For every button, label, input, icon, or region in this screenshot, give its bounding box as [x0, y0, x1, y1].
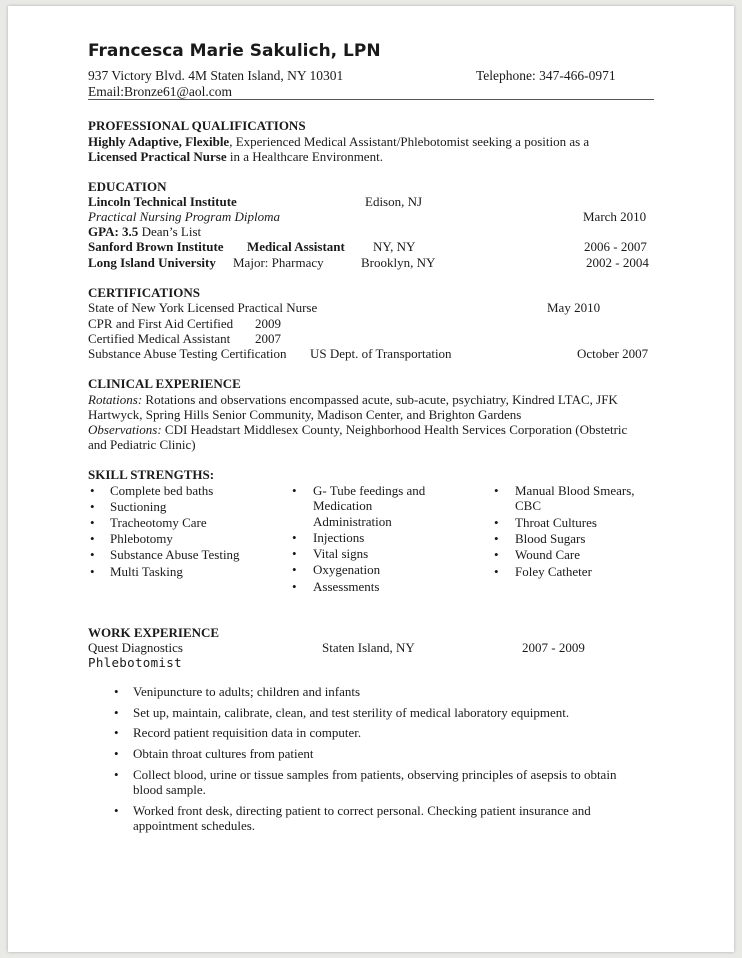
education-school-2-location: NY, NY — [373, 239, 416, 254]
bullet: • — [90, 499, 95, 514]
bullet: • — [292, 483, 297, 498]
skill-item: Vital signs — [313, 546, 369, 561]
skill-item: Throat Cultures — [515, 515, 597, 530]
rotations-line-1 — [88, 392, 618, 407]
observations-label: Observations: — [88, 422, 162, 437]
education-school-3: Long Island University — [88, 255, 216, 270]
skill-item: Complete bed baths — [110, 483, 214, 498]
bullet: • — [494, 564, 499, 579]
education-diploma-date: March 2010 — [583, 209, 647, 224]
work-heading: WORK EXPERIENCE — [88, 625, 220, 640]
skill-item: Injections — [313, 530, 365, 545]
duty-item: Worked front desk, directing patient to correct personal. Checking patient insurance and — [133, 803, 591, 818]
bullet: • — [494, 547, 499, 562]
skill-item: Wound Care — [515, 547, 581, 562]
duty-item: Obtain throat cultures from patient — [133, 746, 314, 761]
duty-item: Collect blood, urine or tissue samples from patients, observing principles of asepsis to obtain — [133, 767, 617, 782]
observations-line-1 — [88, 422, 627, 437]
clinical-heading: CLINICAL EXPERIENCE — [88, 376, 241, 391]
bullet: • — [90, 483, 95, 498]
duty-item-continued: blood sample. — [133, 782, 206, 797]
certification-1: State of New York Licensed Practical Nurse — [88, 300, 318, 315]
candidate-name: Francesca Marie Sakulich, LPN — [88, 41, 381, 61]
skill-item: Substance Abuse Testing — [110, 547, 240, 562]
education-school-3-location: Brooklyn, NY — [361, 255, 436, 270]
qualifications-text-1: , Experienced Medical Assistant/Phlebotomist seeking a position as a — [229, 134, 590, 149]
skill-item-continued: CBC — [515, 498, 542, 513]
bullet: • — [114, 803, 119, 818]
skill-item: Oxygenation — [313, 562, 381, 577]
work-title: Phlebotomist — [88, 655, 182, 670]
education-school-1: Lincoln Technical Institute — [88, 194, 237, 209]
skill-item: Blood Sugars — [515, 531, 586, 546]
bullet: • — [114, 725, 119, 740]
skill-item: Assessments — [313, 579, 380, 594]
bullet: • — [114, 767, 119, 782]
rotations-text: Rotations and observations encompassed acute, sub-acute, psychiatry, Kindred LTAC, JFK — [142, 392, 618, 407]
gpa-label: GPA: 3.5 — [88, 224, 139, 239]
telephone: Telephone: 347-466-0971 — [476, 68, 616, 83]
certification-4: Substance Abuse Testing Certification — [88, 346, 287, 361]
header-divider — [88, 99, 654, 100]
qualifications-line-1 — [88, 134, 589, 149]
rotations-label: Rotations: — [88, 392, 143, 407]
address: 937 Victory Blvd. 4M Staten Island, NY 10301 — [88, 68, 344, 83]
bullet: • — [292, 562, 297, 577]
certification-2: CPR and First Aid Certified — [88, 316, 234, 331]
qualifications-bold-1: Highly Adaptive, Flexible — [88, 134, 230, 149]
certification-3: Certified Medical Assistant — [88, 331, 231, 346]
bullet: • — [114, 746, 119, 761]
bullet: • — [90, 564, 95, 579]
qualifications-bold-2: Licensed Practical Nurse — [88, 149, 227, 164]
bullet: • — [90, 547, 95, 562]
skill-item-continued: Medication — [313, 498, 373, 513]
observations-line-2: and Pediatric Clinic) — [88, 437, 196, 452]
certification-4-org: US Dept. of Transportation — [310, 346, 452, 361]
observations-text: CDI Headstart Middlesex County, Neighborhood Health Services Corporation (Obstetric — [161, 422, 628, 437]
bullet: • — [494, 483, 499, 498]
skills-heading: SKILL STRENGTHS: — [88, 467, 215, 482]
skill-item-continued: Administration — [313, 514, 392, 529]
gpa-note: Dean’s List — [138, 224, 202, 239]
work-company: Quest Diagnostics — [88, 640, 183, 655]
education-school-2-dates: 2006 - 2007 — [584, 239, 647, 254]
work-location: Staten Island, NY — [322, 640, 415, 655]
certifications-heading: CERTIFICATIONS — [88, 285, 200, 300]
education-school-3-major: Major: Pharmacy — [233, 255, 324, 270]
bullet: • — [494, 531, 499, 546]
duty-item: Set up, maintain, calibrate, clean, and test sterility of medical laboratory equipment. — [133, 705, 570, 720]
qualifications-heading: PROFESSIONAL QUALIFICATIONS — [88, 118, 306, 133]
skill-item: Suctioning — [110, 499, 167, 514]
bullet: • — [114, 705, 119, 720]
education-school-1-location: Edison, NJ — [365, 194, 423, 209]
education-school-2: Sanford Brown Institute — [88, 239, 224, 254]
qualifications-line-2 — [88, 149, 383, 164]
education-gpa — [88, 224, 201, 239]
bullet: • — [292, 579, 297, 594]
bullet: • — [494, 515, 499, 530]
education-school-2-program: Medical Assistant — [247, 239, 345, 254]
skill-item: Multi Tasking — [110, 564, 183, 579]
skill-item: Phlebotomy — [110, 531, 173, 546]
bullet: • — [90, 515, 95, 530]
bullet: • — [90, 531, 95, 546]
duty-item: Record patient requisition data in computer. — [133, 725, 362, 740]
email: Email:Bronze61@aol.com — [88, 84, 233, 99]
work-dates: 2007 - 2009 — [522, 640, 585, 655]
skill-item: Tracheotomy Care — [110, 515, 207, 530]
rotations-line-2: Hartwyck, Spring Hills Senior Community, Madison Center, and Brighton Gardens — [88, 407, 522, 422]
certification-4-date: October 2007 — [577, 346, 649, 361]
skill-item: Manual Blood Smears, — [515, 483, 635, 498]
education-heading: EDUCATION — [88, 179, 167, 194]
education-diploma: Practical Nursing Program Diploma — [88, 209, 280, 224]
skill-item: G- Tube feedings and — [313, 483, 426, 498]
skill-item: Foley Catheter — [515, 564, 592, 579]
certification-3-year: 2007 — [255, 331, 281, 346]
bullet: • — [292, 530, 297, 545]
certification-1-date: May 2010 — [547, 300, 601, 315]
duty-item: Venipuncture to adults; children and infants — [133, 684, 361, 699]
certification-2-year: 2009 — [255, 316, 281, 331]
duty-item-continued: appointment schedules. — [133, 818, 256, 833]
education-school-3-dates: 2002 - 2004 — [586, 255, 649, 270]
bullet: • — [292, 546, 297, 561]
qualifications-text-2: in a Healthcare Environment. — [226, 149, 383, 164]
bullet: • — [114, 684, 119, 699]
